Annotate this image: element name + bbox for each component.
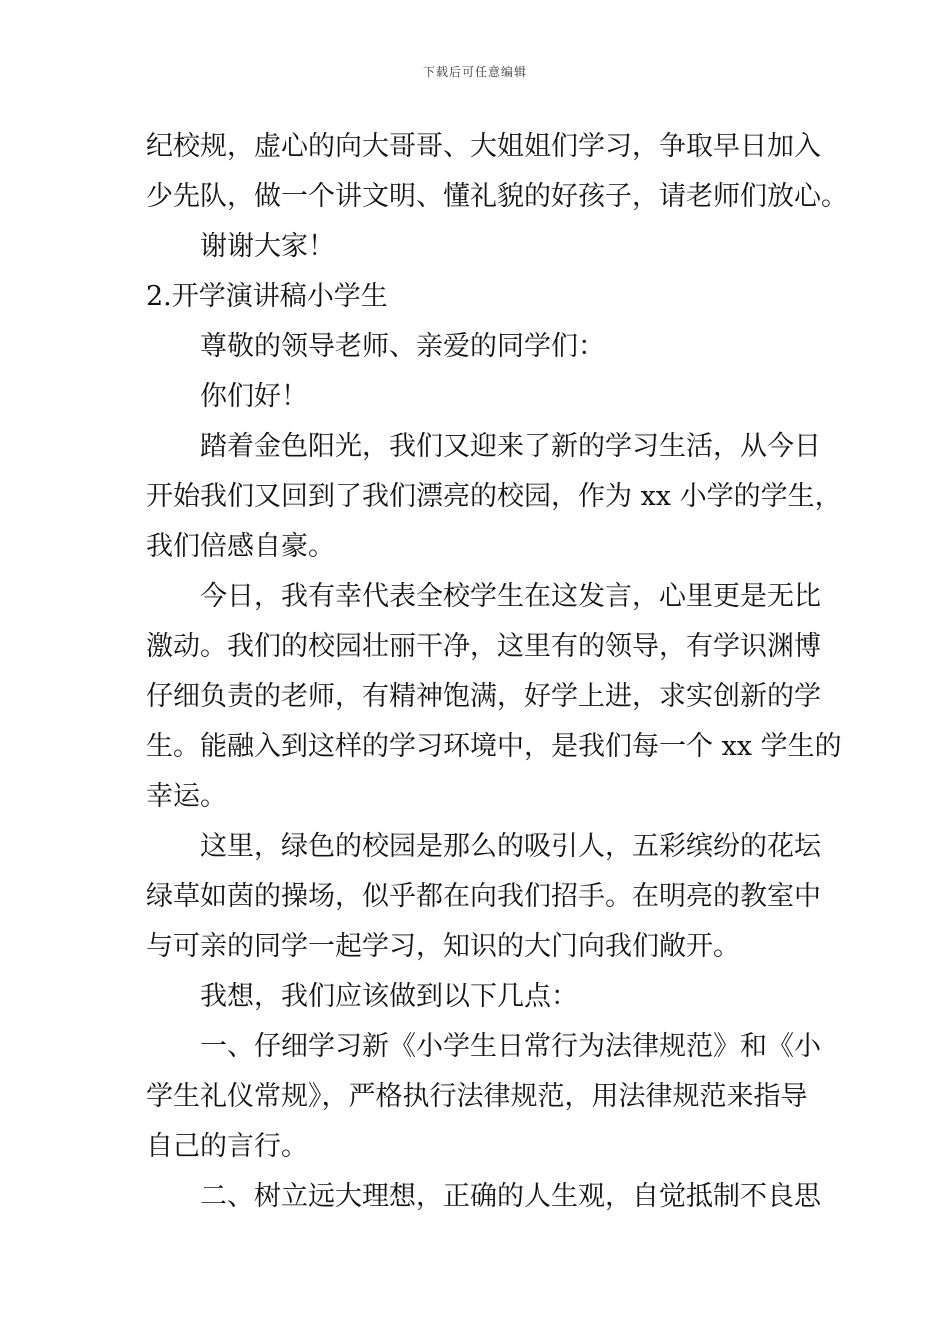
- text-line: 激动。我们的校园壮丽干净，这里有的领导，有学识渊博: [146, 631, 821, 662]
- text-line: 自己的言行。: [146, 1131, 308, 1162]
- text-line: 我想，我们应该做到以下几点：: [200, 981, 578, 1012]
- text-line: 幸运。: [146, 781, 227, 812]
- text-line: 纪校规，虚心的向大哥哥、大姐姐们学习，争取早日加入: [146, 131, 821, 162]
- text-line: 少先队，做一个讲文明、懂礼貌的好孩子，请老师们放心。: [146, 181, 848, 212]
- text-line: 生。能融入到这样的学习环境中，是我们每一个 xx 学生的: [146, 731, 842, 762]
- document-body: [146, 122, 848, 1222]
- text-line: 这里，绿色的校园是那么的吸引人，五彩缤纷的花坛: [200, 831, 821, 862]
- text-line: 今日，我有幸代表全校学生在这发言，心里更是无比: [200, 581, 821, 612]
- text-line: 仔细负责的老师，有精神饱满，好学上进，求实创新的学: [146, 681, 821, 712]
- text-line: 一、仔细学习新《小学生日常行为法律规范》和《小: [200, 1031, 821, 1062]
- text-line: 绿草如茵的操场，似乎都在向我们招手。在明亮的教室中: [146, 881, 821, 912]
- text-line: 我们倍感自豪。: [146, 531, 335, 562]
- text-line: 踏着金色阳光，我们又迎来了新的学习生活，从今日: [200, 431, 821, 462]
- text-line: 二、树立远大理想，正确的人生观，自觉抵制不良思: [200, 1181, 821, 1212]
- text-line: 学生礼仪常规》，严格执行法律规范，用法律规范来指导: [146, 1081, 808, 1112]
- text-line: 你们好！: [200, 381, 308, 412]
- text-line: 与可亲的同学一起学习，知识的大门向我们敞开。: [146, 931, 740, 962]
- text-line: 2.开学演讲稿小学生: [146, 281, 388, 312]
- page-header: 下载后可任意编辑: [422, 65, 527, 79]
- text-line: 尊敬的领导老师、亲爱的同学们：: [200, 331, 605, 362]
- text-line: 开始我们又回到了我们漂亮的校园，作为 xx 小学的学生，: [146, 481, 842, 512]
- text-line: 谢谢大家！: [200, 231, 335, 262]
